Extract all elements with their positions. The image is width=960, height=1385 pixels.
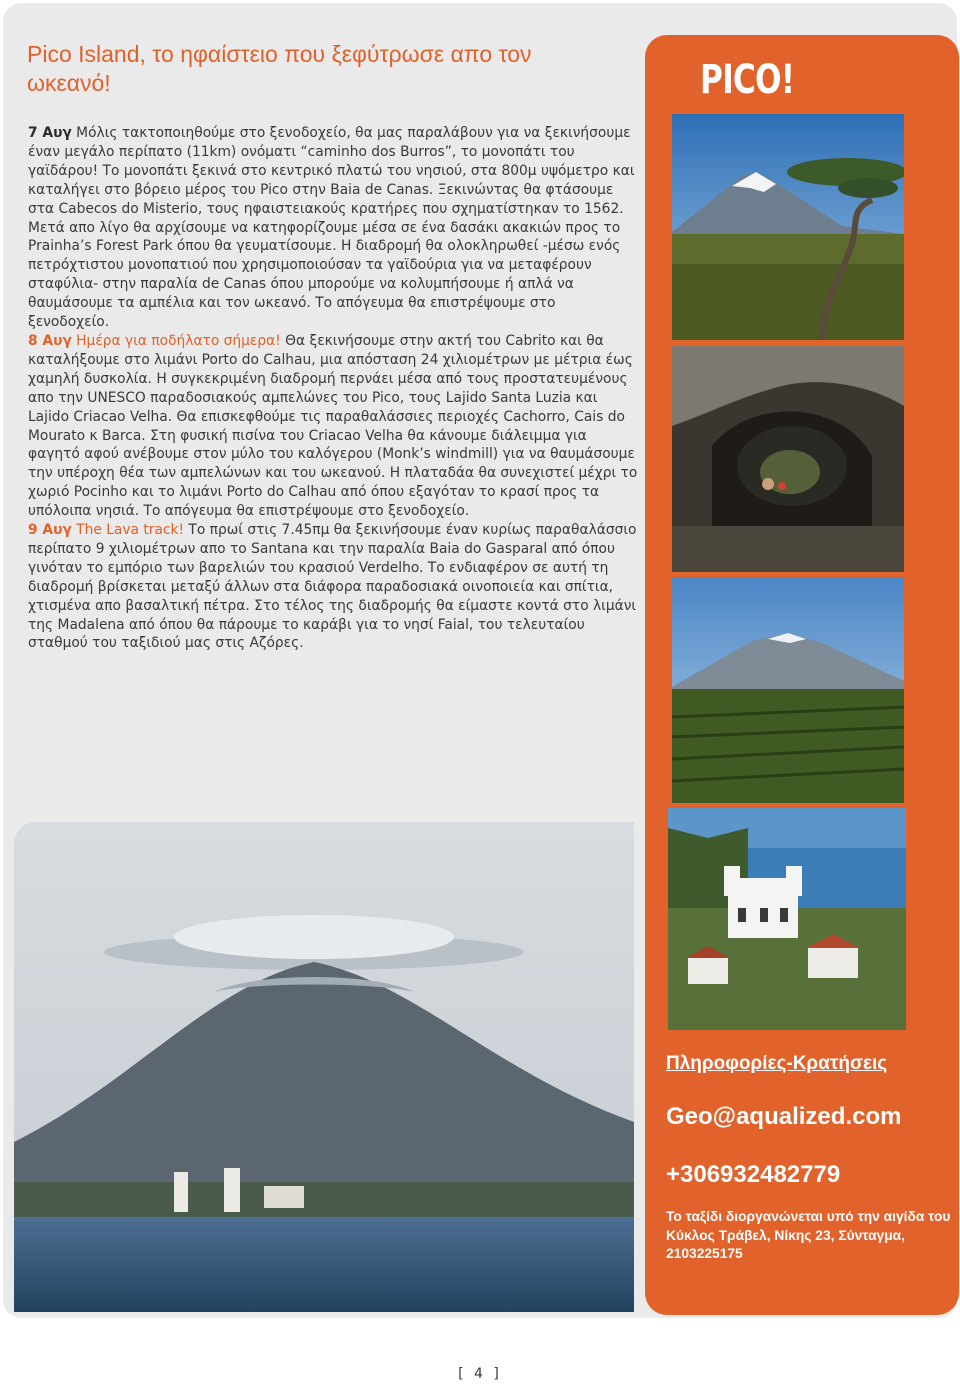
- info-bookings-link[interactable]: Πληροφορίες-Κρατήσεις: [666, 1053, 888, 1074]
- volcano-tree-illustration: [672, 114, 904, 340]
- day-9-paragraph: [28, 521, 640, 653]
- photo-pico-cloud-cap: [14, 822, 634, 1312]
- organizer-note: Το ταξίδι διοργανώνεται υπό την αιγίδα του Κύκλος Τράβελ, Νίκης 23, Σύνταγμα, 2103225175: [666, 1209, 951, 1261]
- photo-vineyard: [672, 577, 904, 803]
- contact-phone[interactable]: +306932482779: [666, 1161, 841, 1188]
- page-number: [ 4 ]: [458, 1366, 502, 1382]
- day-9-text: Το πρωί στις 7.45πμ θα ξεκινήσουμε έναν κυρίως παραθαλάσσιο περίπατο 9 χιλιομέτρων απο το Santana και την παραλία Baia do Gasparal από όπου γινόταν το εμπόριο των βαρελιών του κρασιού Verdelho. Το ενδιαφέρον σε αυτή τη διαδρομή βρίσκεται μεταξύ άλλων στα διάφορα παραδοσιακά οινοποιεία και σπίτια, χτισμένα απο βασαλτική πέτρα. Στο τέλος της διαδρομής θα είμαστε κοντά στο λιμάνι της Madalena από όπου θα πάρουμε το καράβι για το νησί Faial, του τελευταίου σταθμού του ταξιδιού μας στις Αζόρες.: [28, 522, 637, 652]
- page-title: Pico Island, το ηφαίστειο που ξεφύτρωσε απο τον ωκεανό!: [27, 41, 532, 96]
- pico-logo: PICO!: [700, 57, 795, 103]
- lava-cave-illustration: [672, 346, 904, 572]
- day-8-text: Θα ξεκινήσουμε στην ακτή του Cabrito και θα καταλήξουμε στο λιμάνι Porto do Calhau, μια απόσταση 24 χιλιομέτρων με μέτρια έως χαμηλή δυσκολία. Η συγκεκριμένη διαδρομή περνάει μέσα από τους προστατευμένους απο την UNESCO παραδοσιακούς αμπελώνες του Pico, τους Lajido Santa Luzia και Lajido Criacao Velha. Θα επισκεφθούμε τις παραθαλάσσιες περιοχές Cachorro, Cais do Mourato κ Barca. Στη φυσική πισίνα του Criacao Velha θα κάνουμε διάλειμμα για φαγητό αφού ανέβουμε στον μύλο του καλόγερου (Monk’s windmill) για να θαυμάσουμε την υπέροχη θέα των αμπελώνων και του ωκεανού. Η πλαταδάα θα συνεχιστεί μέχρι το χωριό Pocinho και το λιμάνι Porto do Calhau από όπου εξαγόταν το κρασί προς τα υπόλοιπα νησιά. Το απόγευμα θα επιστρέψουμε στο ξενοδοχείο.: [28, 332, 638, 520]
- day-8-label: 8 Αυγ: [28, 332, 72, 349]
- day-9-label: 9 Αυγ: [28, 522, 72, 539]
- vineyard-illustration: [672, 577, 904, 803]
- pico-mountain-illustration: [14, 822, 634, 1312]
- day-9-highlight: The Lava track!: [71, 522, 185, 539]
- itinerary-text: [28, 124, 640, 653]
- contact-email[interactable]: Geo@aqualized.com: [666, 1103, 902, 1130]
- day-7-paragraph: [28, 124, 640, 332]
- village-church-illustration: [668, 808, 906, 1030]
- day-7-label: 7 Αυγ: [28, 125, 72, 141]
- day-8-highlight: Ημέρα για ποδήλατο σήμερα!: [71, 332, 281, 349]
- day-7-text: Μόλις τακτοποιηθούμε στο ξενοδοχείο, θα μας παραλάβουν για να ξεκινήσουμε έναν μεγάλο περίπατο (11km) ονόματι “caminho dos Burros”, το μονοπάτι του γαϊδάρου! Το μονοπάτι ξεκινά στο κεντρικό πλατώ του νησιού, στα 800μ υψόμετρο και καταλήγει στο βόρειο μέρος του Pico στην Baia de Canas. Ξεκινώντας θα φτάσουμε στα Cabecos do Misterio, τους ηφαιστειακούς κρατήρες που σχηματίστηκαν το 1562. Μετά απο λίγο θα αρχίσουμε να κατηφορίζουμε μέσα σε ένα δασάκι ακακιών προς το Prainha’s Forest Park όπου θα γευματίσουμε. Η διαδρομή θα ολοκληρωθεί -μέσω ενός πετρόχτιστου μονοπατιού που χρησιμοποιούσαν τα γαϊδούρια για να μεταφέρουν σταφύλια- στην παραλία de Canas όπου μπορούμε να κολυμπήσουμε ή απλά να θαυμάσουμε τα αμπέλια και τον ωκεανό. Το απόγευμα θα επιστρέψουμε στο ξενοδοχείο.: [28, 125, 635, 331]
- photo-lava-cave: [672, 346, 904, 572]
- photo-village-church: [668, 808, 906, 1030]
- photo-volcano-tree: [672, 114, 904, 340]
- day-8-paragraph: [28, 332, 640, 521]
